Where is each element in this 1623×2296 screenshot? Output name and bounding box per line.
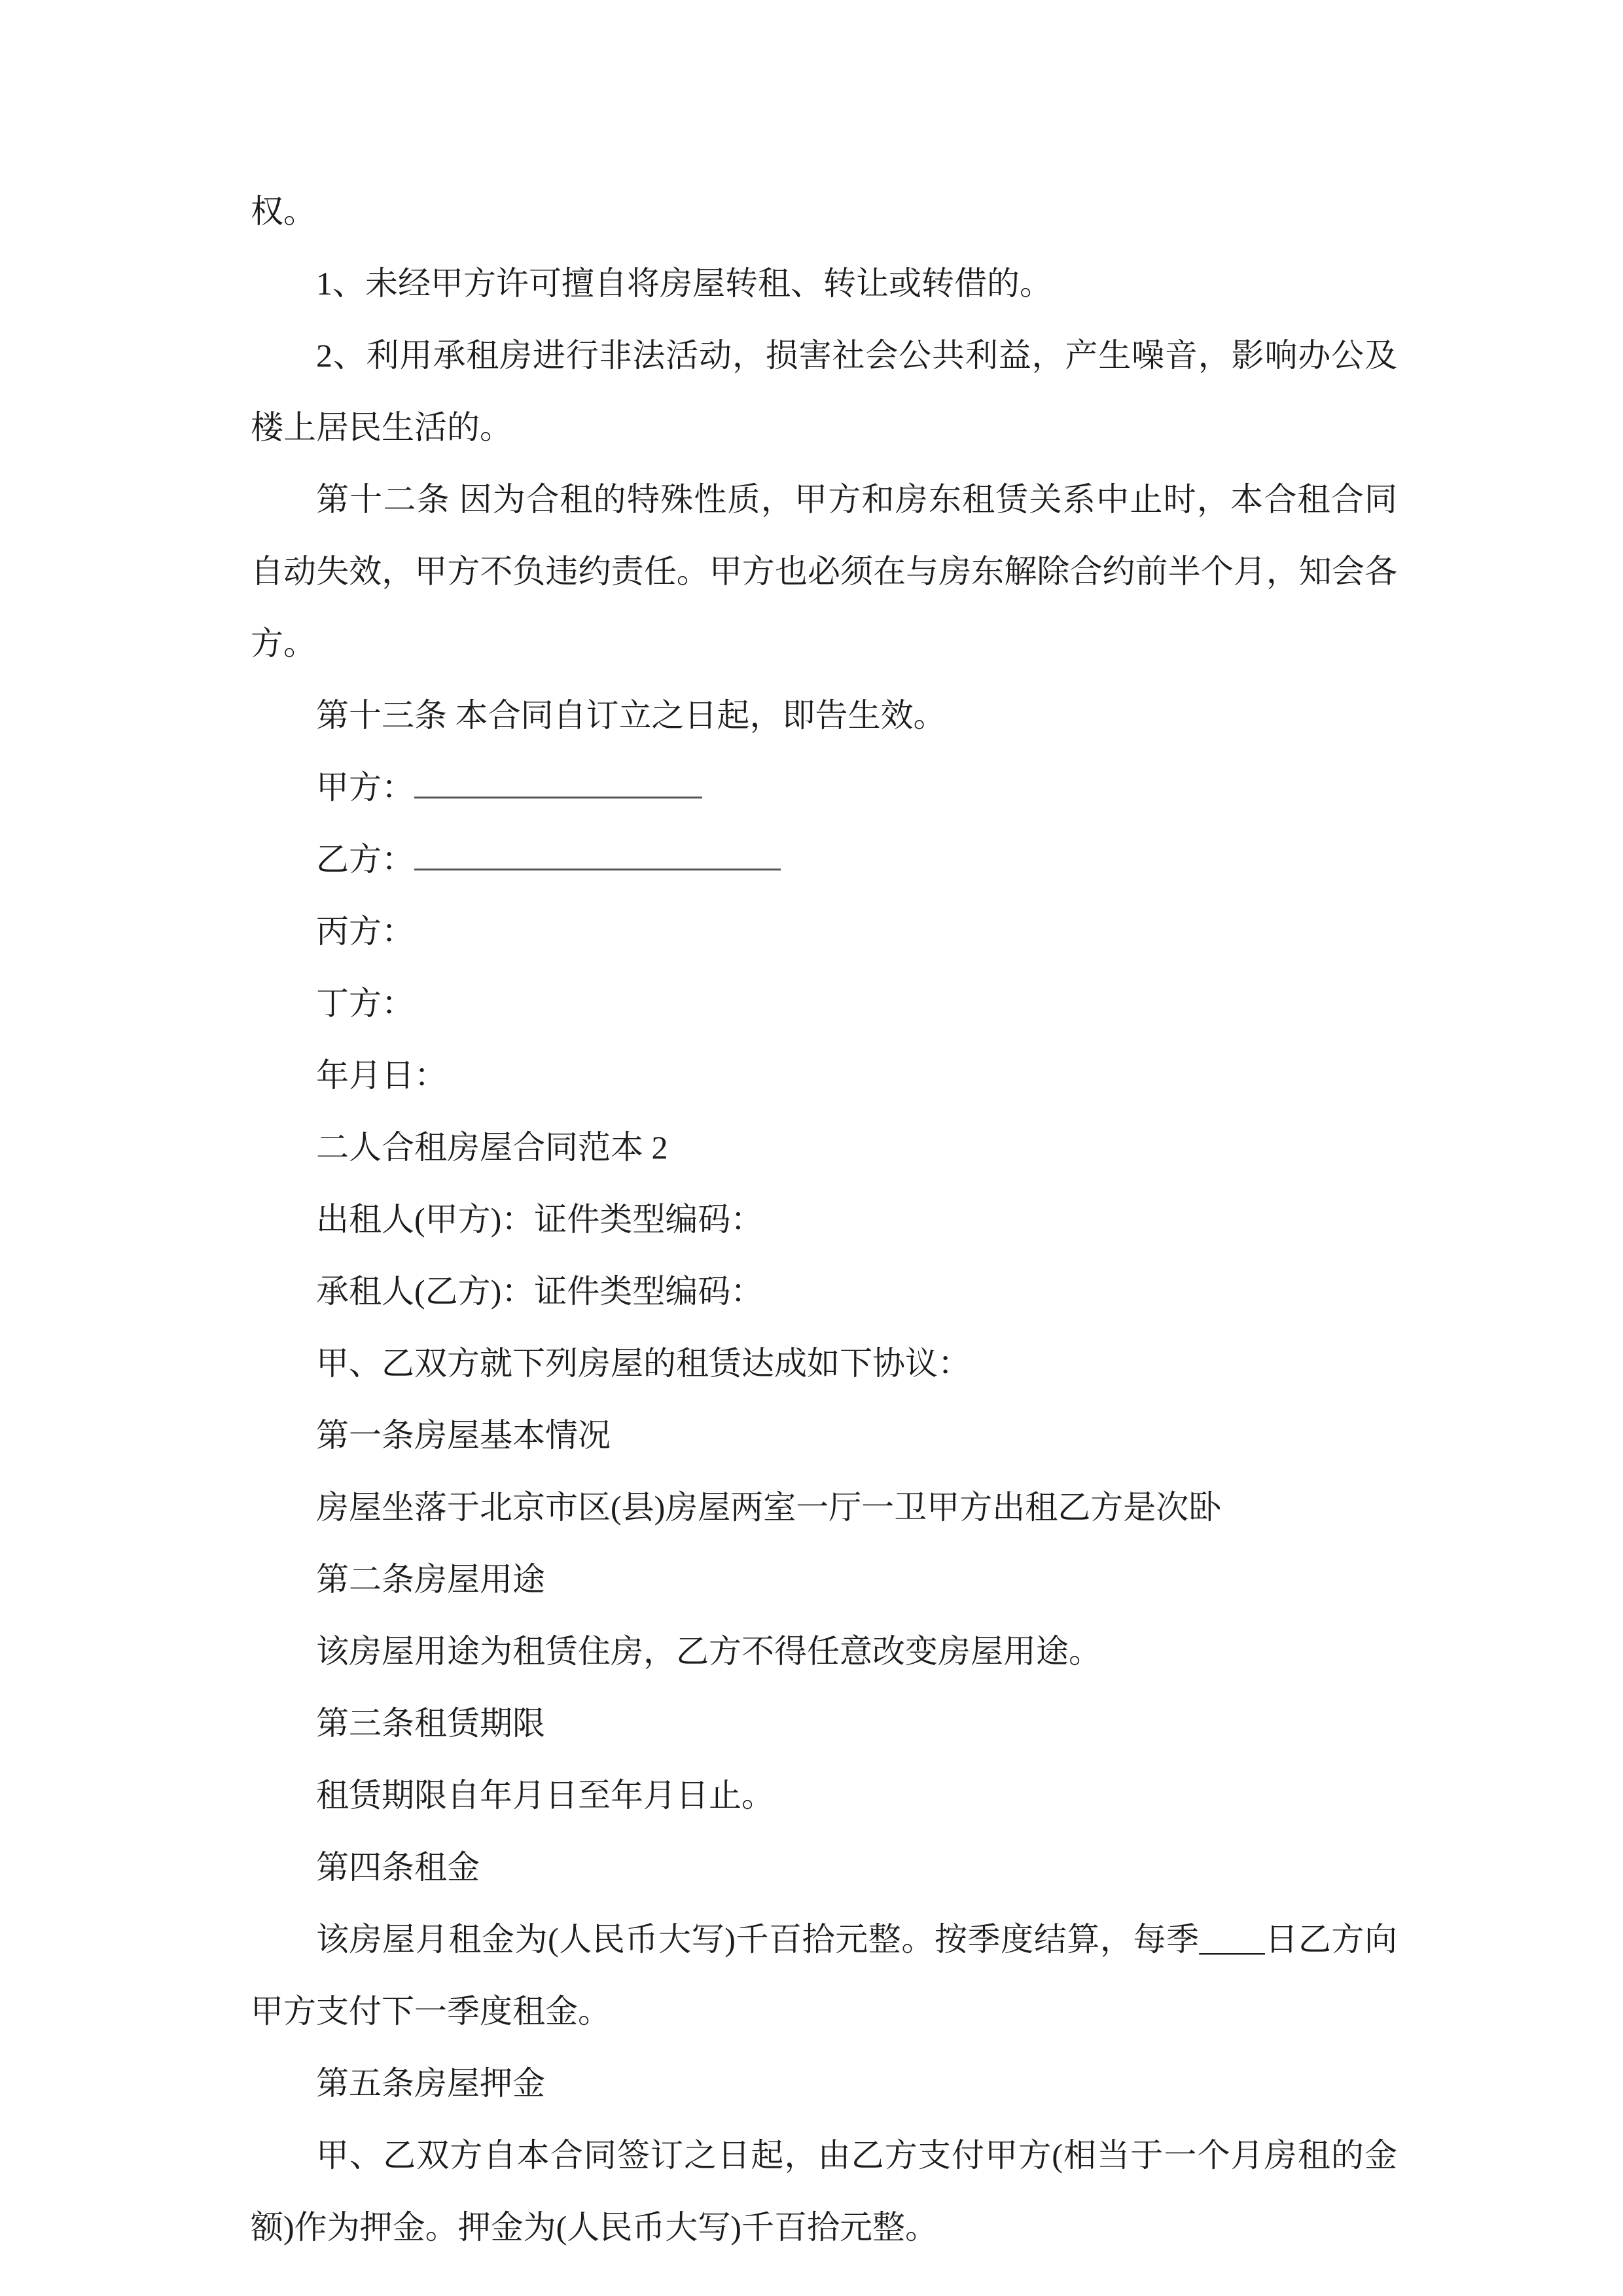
party-a-signature-blank [414, 769, 702, 799]
party-d-signature-line: 丁方： [316, 985, 414, 1022]
template2-title: 二人合租房屋合同范本 2 [316, 1129, 668, 1166]
prohibited-item-1: 1、未经甲方许可擅自将房屋转租、转让或转借的。 [316, 265, 1052, 302]
clause-3-body: 租赁期限自年月日至年月日止。 [316, 1777, 774, 1814]
clause-12: 第十二条 因为合租的特殊性质，甲方和房东租赁关系中止时，本合租合同自动失效，甲方不负违约责任。甲方也必须在与房东解除合约前半个月，知会各方。 [251, 481, 1397, 662]
clause-2-body: 该房屋用途为租赁住房，乙方不得任意改变房屋用途。 [316, 1633, 1101, 1670]
party-a-label: 甲方： [316, 769, 414, 806]
party-a-signature-line [251, 751, 1397, 823]
clause-3-heading: 第三条租赁期限 [316, 1705, 545, 1742]
continuation-line: 权。 [251, 193, 316, 230]
clause-4-heading: 第四条租金 [316, 1849, 480, 1886]
lessor-line: 出租人(甲方)：证件类型编码： [316, 1201, 764, 1238]
agreement-intro: 甲、乙双方就下列房屋的租赁达成如下协议： [316, 1345, 971, 1382]
clause-5-heading: 第五条房屋押金 [316, 2065, 545, 2102]
lessee-line: 承租人(乙方)：证件类型编码： [316, 1273, 764, 1310]
clause-1-heading: 第一条房屋基本情况 [316, 1417, 611, 1454]
party-b-signature-line [251, 823, 1397, 895]
clause-13: 第十三条 本合同自订立之日起，即告生效。 [316, 697, 946, 734]
party-c-signature-line: 丙方： [316, 913, 414, 950]
clause-2-heading: 第二条房屋用途 [316, 1561, 545, 1598]
clause-5-body: 甲、乙双方自本合同签订之日起，由乙方支付甲方(相当于一个月房租的金额)作为押金。押金为(人民币大写)千百拾元整。 [251, 2137, 1397, 2246]
party-b-signature-blank [414, 841, 781, 871]
prohibited-item-2: 2、利用承租房进行非法活动，损害社会公共利益，产生噪音，影响办公及楼上居民生活的。 [251, 337, 1397, 446]
clause-1-body: 房屋坐落于北京市区(县)房屋两室一厅一卫甲方出租乙方是次卧 [316, 1489, 1222, 1526]
party-b-label: 乙方： [316, 841, 414, 878]
date-line: 年月日： [316, 1057, 447, 1094]
clause-4-body: 该房屋月租金为(人民币大写)千百拾元整。按季度结算，每季____日乙方向甲方支付下一季度租金。 [251, 1921, 1397, 2030]
